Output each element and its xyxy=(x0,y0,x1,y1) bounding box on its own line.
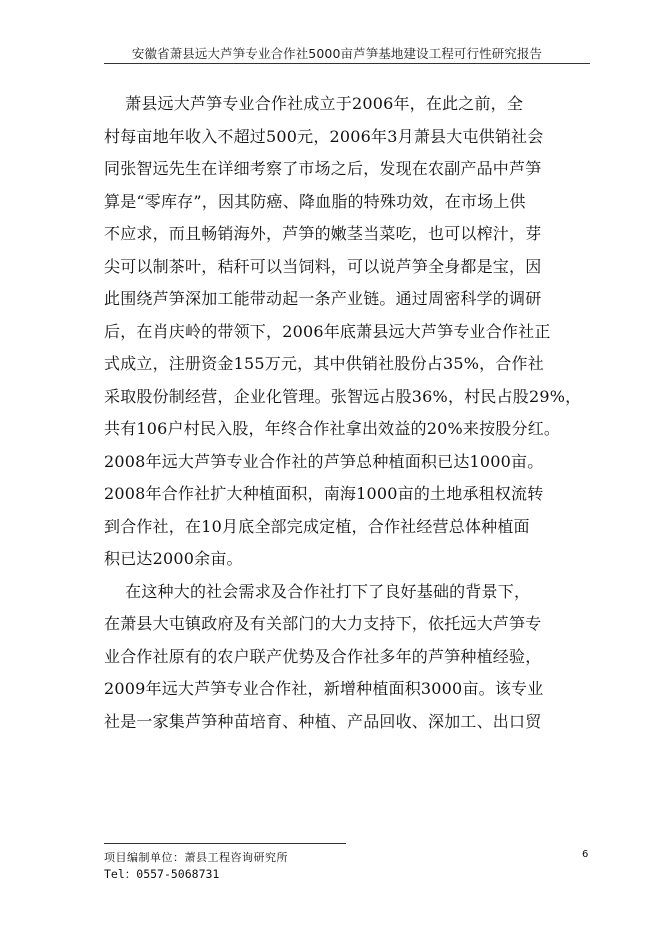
footer-organization: 项目编制单位：萧县工程咨询研究所 xyxy=(104,851,288,864)
text-line-11: 共有106户村民入股，年终合作社拿出效益的20%来按股分红。 xyxy=(104,419,561,438)
text-line-6: 尖可以制茶叶，秸秆可以当饲料，可以说芦笋全身都是宝，因 xyxy=(104,256,542,276)
page-number: 6 xyxy=(582,849,589,860)
text-line-3: 同张智远先生在详细考察了市场之后，发现在农副产品中芦笋 xyxy=(104,159,542,178)
footer-telephone: Tel：0557-5068731 xyxy=(104,867,220,881)
header-divider xyxy=(104,63,590,64)
text-line-15: 积已达2000余亩。 xyxy=(104,549,243,568)
text-line-1: 萧县远大芦笋专业合作社成立于2006年，在此之前，全 xyxy=(104,94,524,113)
footer-divider xyxy=(104,843,346,844)
text-line-7: 此围绕芦笋深加工能带动起一条产业链。通过周密科学的调研 xyxy=(104,289,542,308)
text-line-16: 在这种大的社会需求及合作社打下了良好基础的背景下， xyxy=(104,581,531,601)
page-header-title: 安徽省萧县远大芦笋专业合作社5000亩芦笋基地建设工程可行性研究报告 xyxy=(131,46,543,61)
text-line-19: 2009年远大芦笋专业合作社，新增种植面积3000亩。该专业 xyxy=(104,679,544,698)
text-line-8: 后，在肖庆岭的带领下，2006年底萧县远大芦笋专业合作社正 xyxy=(104,321,551,341)
body-text xyxy=(104,88,604,738)
text-line-18: 业合作社原有的农户联产优势及合作社多年的芦笋种植经验， xyxy=(104,646,542,666)
text-line-12: 2008年远大芦笋专业合作社的芦笋总种植面积已达1000亩。 xyxy=(104,451,544,471)
text-line-17: 在萧县大屯镇政府及有关部门的大力支持下，依托远大芦笋专 xyxy=(104,614,542,633)
text-line-5: 不应求，而且畅销海外，芦笋的嫩茎当菜吃，也可以榨汁，芽 xyxy=(104,224,542,243)
text-line-20: 社是一家集芦笋种苗培育、种植、产品回收、深加工、出口贸 xyxy=(104,711,542,731)
text-line-14: 到合作社，在10月底全部完成定植，合作社经营总体种植面 xyxy=(104,516,530,536)
text-line-13: 2008年合作社扩大种植面积，南海1000亩的土地承租权流转 xyxy=(104,484,544,503)
text-line-4: 算是“零库存”，因其防癌、降血脂的特殊功效，在市场上供 xyxy=(104,191,526,211)
text-line-9: 式成立，注册资金155万元，其中供销社股份占35%，合作社 xyxy=(104,354,544,373)
text-line-2: 村每亩地年收入不超过500元，2006年3月萧县大屯供销社会 xyxy=(104,126,544,146)
text-line-10: 采取股份制经营，企业化管理。张智远占股36%，村民占股29%， xyxy=(104,386,582,406)
